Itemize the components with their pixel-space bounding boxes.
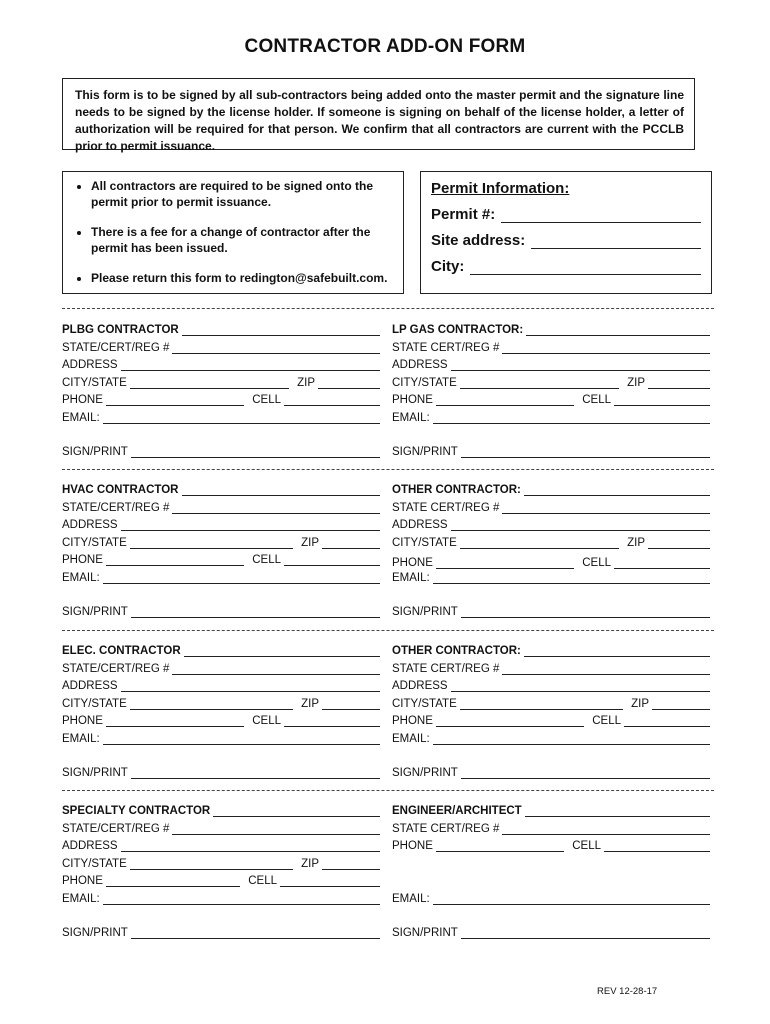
contractor-type-label: ELEC. CONTRACTOR — [62, 645, 181, 657]
phone-field[interactable] — [106, 715, 244, 727]
contractor-type-label: OTHER CONTRACTOR: — [392, 484, 521, 496]
email-field[interactable] — [433, 572, 710, 584]
contractor-type-label: ENGINEER/ARCHITECT — [392, 805, 522, 817]
contractor-type-label: OTHER CONTRACTOR: — [392, 645, 521, 657]
state-cert-field[interactable] — [172, 823, 380, 835]
city-state-field[interactable] — [130, 698, 293, 710]
cell-field[interactable] — [624, 715, 710, 727]
cell-label: CELL — [252, 715, 281, 727]
contractor-name-field[interactable] — [182, 484, 381, 496]
sign-print-field[interactable] — [131, 446, 380, 458]
state-cert-field[interactable] — [502, 342, 710, 354]
zip-field[interactable] — [322, 698, 380, 710]
address-field[interactable] — [121, 519, 380, 531]
address-label: ADDRESS — [62, 519, 118, 531]
phone-label: PHONE — [62, 554, 103, 566]
state-cert-label: STATE/CERT/REG # — [62, 342, 170, 354]
section-divider — [62, 308, 714, 309]
email-field[interactable] — [433, 412, 710, 424]
city-state-field[interactable] — [460, 698, 623, 710]
email-field[interactable] — [103, 572, 380, 584]
address-label: ADDRESS — [392, 519, 448, 531]
address-label: ADDRESS — [62, 840, 118, 852]
sign-print-label: SIGN/PRINT — [392, 927, 458, 939]
sign-print-label: SIGN/PRINT — [392, 606, 458, 618]
sign-print-field[interactable] — [461, 927, 710, 939]
state-cert-field[interactable] — [502, 502, 710, 514]
cell-field[interactable] — [284, 394, 380, 406]
sign-print-field[interactable] — [461, 606, 710, 618]
cell-label: CELL — [592, 715, 621, 727]
site-address-row — [431, 232, 701, 249]
cell-field[interactable] — [614, 394, 710, 406]
contractor-name-field[interactable] — [182, 324, 380, 336]
phone-field[interactable] — [106, 554, 244, 566]
email-label: EMAIL: — [392, 733, 430, 745]
phone-field[interactable] — [436, 394, 574, 406]
contractor-type-label: SPECIALTY CONTRACTOR — [62, 805, 211, 817]
state-cert-field[interactable] — [502, 663, 710, 675]
email-label: EMAIL: — [392, 893, 430, 905]
instruction-bullet: • Please return this form to redington@safebuilt.com. — [91, 270, 397, 286]
zip-label: ZIP — [627, 537, 645, 549]
city-state-label: CITY/STATE — [62, 858, 127, 870]
address-label: ADDRESS — [62, 680, 118, 692]
cell-label: CELL — [252, 394, 281, 406]
city-state-field[interactable] — [130, 858, 293, 870]
email-field[interactable] — [433, 733, 710, 745]
sign-print-label: SIGN/PRINT — [392, 767, 458, 779]
email-field[interactable] — [433, 893, 710, 905]
permit-number-label: Permit #: — [431, 206, 496, 223]
state-cert-label: STATE/CERT/REG # — [62, 502, 170, 514]
city-state-label: CITY/STATE — [62, 537, 127, 549]
cell-label: CELL — [248, 875, 277, 887]
address-field[interactable] — [451, 680, 710, 692]
cell-label: CELL — [252, 554, 281, 566]
zip-field[interactable] — [648, 377, 710, 389]
section-divider — [62, 630, 714, 631]
state-cert-label: STATE CERT/REG # — [392, 663, 500, 675]
zip-label: ZIP — [627, 377, 645, 389]
sign-print-field[interactable] — [131, 767, 380, 779]
zip-label: ZIP — [301, 537, 319, 549]
state-cert-label: STATE CERT/REG # — [392, 823, 500, 835]
contractor-name-field[interactable] — [524, 484, 710, 496]
zip-field[interactable] — [318, 377, 380, 389]
cell-field[interactable] — [280, 875, 380, 887]
email-label: EMAIL: — [392, 572, 430, 584]
permit-heading: Permit Information: — [431, 180, 570, 197]
phone-label: PHONE — [62, 875, 103, 887]
sign-print-field[interactable] — [461, 446, 710, 458]
city-state-field[interactable] — [130, 377, 289, 389]
phone-label: PHONE — [392, 840, 433, 852]
state-cert-label: STATE/CERT/REG # — [62, 823, 170, 835]
sign-print-label: SIGN/PRINT — [62, 927, 128, 939]
cell-label: CELL — [572, 840, 601, 852]
zip-field[interactable] — [648, 537, 710, 549]
zip-field[interactable] — [652, 698, 710, 710]
zip-field[interactable] — [322, 537, 380, 549]
address-label: ADDRESS — [392, 359, 448, 371]
state-cert-field[interactable] — [172, 663, 380, 675]
contractor-name-field[interactable] — [526, 324, 710, 336]
phone-field[interactable] — [106, 394, 244, 406]
phone-field[interactable] — [436, 840, 564, 852]
site-address-label: Site address: — [431, 232, 526, 249]
contractor-name-field[interactable] — [213, 805, 380, 817]
address-field[interactable] — [121, 359, 380, 371]
email-label: EMAIL: — [62, 893, 100, 905]
email-label: EMAIL: — [62, 733, 100, 745]
section-divider — [62, 790, 714, 791]
state-cert-label: STATE CERT/REG # — [392, 342, 500, 354]
state-cert-field[interactable] — [172, 502, 380, 514]
phone-label: PHONE — [392, 715, 433, 727]
form-title: CONTRACTOR ADD-ON FORM — [244, 36, 526, 57]
cell-field[interactable] — [604, 840, 710, 852]
cell-label: CELL — [582, 394, 611, 406]
zip-label: ZIP — [301, 858, 319, 870]
sign-print-field[interactable] — [461, 767, 710, 779]
sign-print-label: SIGN/PRINT — [392, 446, 458, 458]
sign-print-field[interactable] — [131, 927, 380, 939]
permit-information-box — [420, 171, 712, 294]
city-state-label: CITY/STATE — [62, 698, 127, 710]
address-field[interactable] — [121, 680, 380, 692]
address-field[interactable] — [451, 359, 710, 371]
contractor-name-field[interactable] — [524, 645, 710, 657]
section-divider — [62, 469, 714, 470]
instructions-box — [62, 171, 404, 294]
contractor-type-label: HVAC CONTRACTOR — [62, 484, 179, 496]
sign-print-label: SIGN/PRINT — [62, 446, 128, 458]
address-field[interactable] — [451, 519, 710, 531]
email-field[interactable] — [103, 733, 380, 745]
contractor-type-label: LP GAS CONTRACTOR: — [392, 324, 524, 336]
cell-field[interactable] — [284, 554, 380, 566]
site-address-field[interactable] — [531, 234, 701, 249]
state-cert-label: STATE CERT/REG # — [392, 502, 500, 514]
email-label: EMAIL: — [62, 572, 100, 584]
address-label: ADDRESS — [392, 680, 448, 692]
phone-field[interactable] — [436, 715, 584, 727]
state-cert-field[interactable] — [172, 342, 380, 354]
phone-field[interactable] — [436, 557, 574, 569]
phone-label: PHONE — [62, 394, 103, 406]
phone-label: PHONE — [62, 715, 103, 727]
contractor-name-field[interactable] — [525, 805, 710, 817]
revision-label: REV 12-28-17 — [597, 986, 658, 997]
email-label: EMAIL: — [62, 412, 100, 424]
sign-print-field[interactable] — [131, 606, 380, 618]
zip-label: ZIP — [297, 377, 315, 389]
address-label: ADDRESS — [62, 359, 118, 371]
contractor-name-field[interactable] — [184, 645, 380, 657]
zip-label: ZIP — [631, 698, 649, 710]
state-cert-label: STATE/CERT/REG # — [62, 663, 170, 675]
phone-field[interactable] — [106, 875, 240, 887]
city-state-field[interactable] — [460, 537, 619, 549]
instruction-bullet: • All contractors are required to be signed onto the permit prior to permit issuance. — [91, 178, 397, 210]
state-cert-field[interactable] — [502, 823, 710, 835]
contractor-type-label: PLBG CONTRACTOR — [62, 324, 179, 336]
permit-number-field[interactable] — [501, 208, 701, 223]
email-field[interactable] — [103, 412, 380, 424]
cell-label: CELL — [582, 557, 611, 569]
city-state-label: CITY/STATE — [392, 377, 457, 389]
intro-notice: This form is to be signed by all sub-contractors being added onto the master permit and the signature line needs to be signed by the license holder. If someone is signing on behalf of the license holder, a letter of authorization will be required for that person. We confirm that all contractors are current with the PCCLB prior to permit issuance. — [62, 78, 695, 150]
city-state-label: CITY/STATE — [392, 698, 457, 710]
city-state-field[interactable] — [130, 537, 293, 549]
city-state-label: CITY/STATE — [392, 537, 457, 549]
address-field[interactable] — [121, 840, 380, 852]
cell-field[interactable] — [284, 715, 380, 727]
zip-field[interactable] — [322, 858, 380, 870]
permit-number-row — [431, 206, 701, 223]
email-field[interactable] — [103, 893, 380, 905]
city-label: City: — [431, 258, 465, 275]
zip-label: ZIP — [301, 698, 319, 710]
phone-label: PHONE — [392, 557, 433, 569]
city-state-label: CITY/STATE — [62, 377, 127, 389]
instruction-bullet: • There is a fee for a change of contractor after the permit has been issued. — [91, 224, 397, 256]
phone-label: PHONE — [392, 394, 433, 406]
cell-field[interactable] — [614, 557, 710, 569]
city-row — [431, 258, 701, 275]
city-field[interactable] — [470, 260, 701, 275]
city-state-field[interactable] — [460, 377, 619, 389]
sign-print-label: SIGN/PRINT — [62, 606, 128, 618]
sign-print-label: SIGN/PRINT — [62, 767, 128, 779]
email-label: EMAIL: — [392, 412, 430, 424]
